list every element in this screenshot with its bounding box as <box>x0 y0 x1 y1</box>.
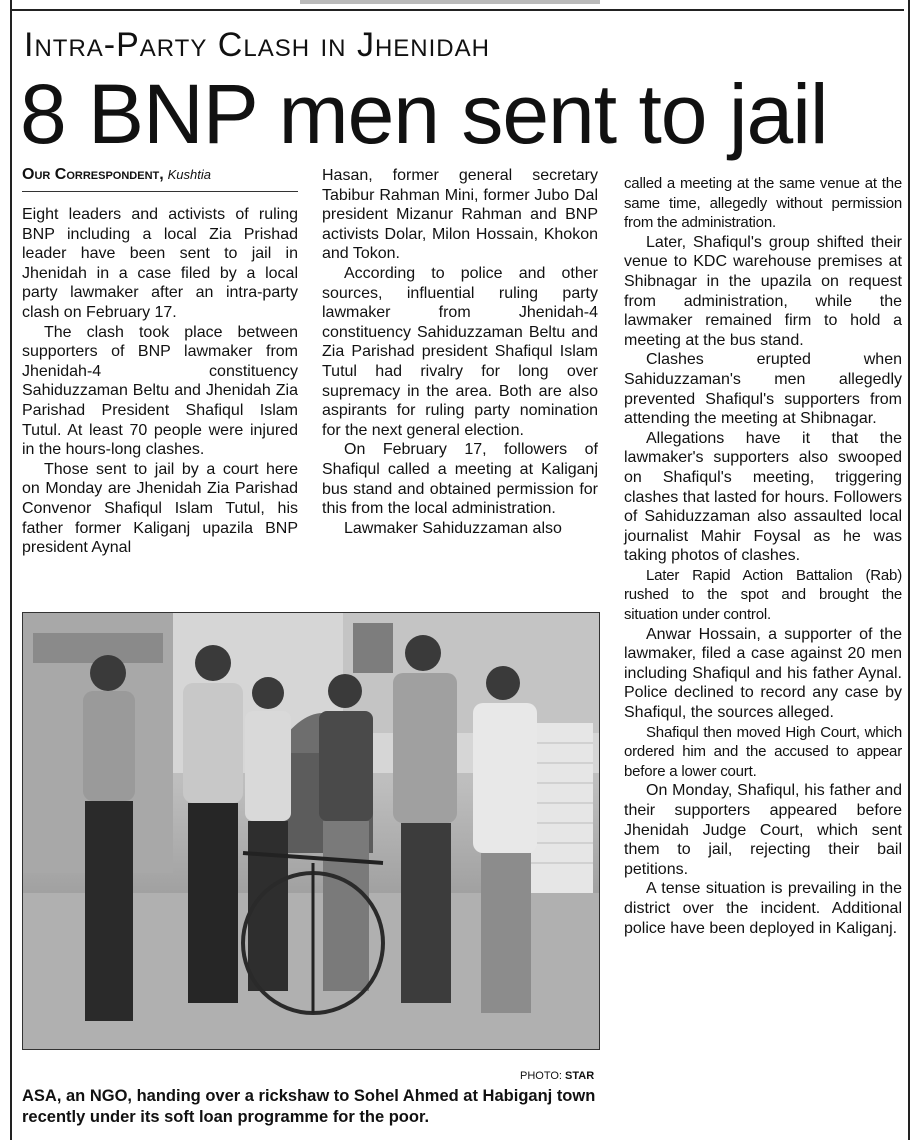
paragraph: Later Rapid Action Battalion (Rab) rushed to the spot and brought the situation under control. <box>624 566 902 624</box>
paragraph: called a meeting at the same venue at the same time, allegedly without permission from the administration. <box>624 175 902 232</box>
paragraph: Allegations have it that the lawmaker's supporters also swooped on Shafiqul's meeting, triggering clashes that lasted for hours. Followers of Sahiduzzaman also assaulted local journalist Mahir Foysal as he was taking photos of clashes. <box>624 429 902 565</box>
paragraph: On Monday, Shafiqul, his father and their supporters appeared before Jhenidah Judge Court, which sent them to jail, rejecting their bail petitions. <box>624 782 902 878</box>
byline <box>22 166 298 184</box>
headline: 8 BNP men sent to jail <box>20 67 828 161</box>
paragraph: Hasan, former general secretary Tabibur Rahman Mini, former Jubo Dal president Mizanur Rahman and BNP activists Dolar, Milon Hossain, Khokon and Tokon. <box>322 167 598 263</box>
top-rule <box>12 9 904 11</box>
paragraph: Anwar Hossain, a supporter of the lawmaker, filed a case against 20 men including Shafiqul and his father Aynal. Police declined to record any case by Shafiqul, the sources alleged. <box>624 625 902 722</box>
photo-illustration <box>23 613 599 1049</box>
paragraph: On February 17, followers of Shafiqul called a meeting at Kaliganj bus stand and obtained permission for this from the local administration. <box>322 441 598 518</box>
paragraph: The clash took place between supporters of BNP lawmaker from Jhenidah-4 constituency Sahiduzzaman Beltu and Jhenidah Zia Parishad President Shafiqul Islam Tutul. At least 70 people were injured in the hours-long clashes. <box>22 323 298 459</box>
paragraph: Clashes erupted when Sahiduzzaman's men allegedly prevented Shafiqul's supporters from attending the meeting at Shibnagar. <box>624 351 902 428</box>
byline-name: Our Correspondent, <box>22 166 164 183</box>
article-column-2 <box>322 166 598 538</box>
paragraph: Lawmaker Sahiduzzaman also <box>344 519 562 537</box>
news-photo <box>22 612 600 1050</box>
paragraph: Shafiqul then moved High Court, which ordered him and the accused to appear before a lower court. <box>624 723 902 780</box>
photo-caption: ASA, an NGO, handing over a rickshaw to Sohel Ahmed at Habiganj town recently under its soft loan programme for the poor. <box>22 1087 596 1126</box>
article-column-1 <box>22 205 298 558</box>
article-column-3 <box>624 174 902 938</box>
photo-credit <box>520 1070 594 1082</box>
byline-location: Kushtia <box>167 167 211 182</box>
paragraph: According to police and other sources, influential ruling party lawmaker from Jhenidah-4 constituency Sahiduzzaman Beltu and Zia Parishad president Shafiqul Islam Tutul had rivalry for long over supremacy in the area. Both are also aspirants for ruling party nomination for the next general election. <box>322 264 598 439</box>
byline-rule <box>22 191 298 192</box>
paragraph: Those sent to jail by a court here on Monday are Jhenidah Zia Parishad Convenor Shafiqul Islam Tutul, his father former Kaliganj upazila BNP president Aynal <box>22 460 298 557</box>
paragraph: Eight leaders and activists of ruling BNP including a local Zia Prishad leader have been sent to jail in Jhenidah in a case filed by a local party lawmaker after an intra-party clash on February 17. <box>22 206 298 321</box>
photo-credit-source: STAR <box>565 1070 595 1082</box>
top-strip <box>300 0 600 4</box>
paragraph: A tense situation is prevailing in the district over the incident. Additional police have been deployed in Kaliganj. <box>624 880 902 937</box>
kicker <box>24 26 490 65</box>
photo-credit-prefix: PHOTO: <box>520 1070 566 1082</box>
kicker-text: Intra-Party Clash in Jhenidah <box>24 26 490 64</box>
paragraph: Later, Shafiqul's group shifted their venue to KDC warehouse premises at Shibnagar in the upazila on request from administration, while the lawmaker remained firm to hold a meeting at the bus stand. <box>624 233 902 349</box>
